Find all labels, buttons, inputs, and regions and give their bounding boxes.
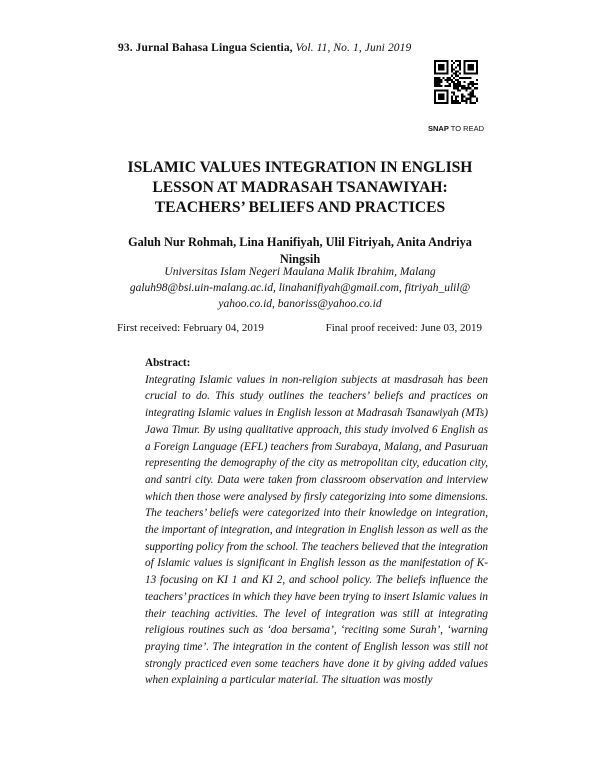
article-title xyxy=(80,158,520,218)
authors-line-2: Ningsih xyxy=(279,252,321,266)
abstract xyxy=(145,355,488,689)
qr-block xyxy=(424,60,488,133)
to-read-word: TO READ xyxy=(450,124,484,133)
affiliation xyxy=(100,264,500,312)
affiliation-line-1: Universitas Islam Negeri Maulana Malik Ibrahim, Malang xyxy=(164,266,436,278)
received-dates xyxy=(117,322,482,334)
journal-volume: Vol. 11, No. 1, Juni 2019 xyxy=(295,42,412,54)
final-proof-date: Final proof received: June 03, 2019 xyxy=(325,322,482,334)
qr-code-icon xyxy=(434,60,478,104)
author-list xyxy=(100,234,500,268)
running-header xyxy=(118,42,411,54)
title-line-1: ISLAMIC VALUES INTEGRATION IN ENGLISH xyxy=(127,159,473,176)
affiliation-line-3: yahoo.co.id, banoriss@yahoo.co.id xyxy=(218,298,382,310)
affiliation-line-2: galuh98@bsi.uin-malang.ac.id, linahanifiyah@gmail.com, fitriyah_ulil@ xyxy=(129,282,471,294)
first-received-date: First received: February 04, 2019 xyxy=(117,322,264,334)
abstract-heading: Abstract: xyxy=(145,357,191,369)
title-line-3: TEACHERS’ BELIEFS AND PRACTICES xyxy=(154,199,446,216)
authors-line-1: Galuh Nur Rohmah, Lina Hanifiyah, Ulil Fitriyah, Anita Andriya xyxy=(128,235,472,249)
journal-name: 93. Jurnal Bahasa Lingua Scientia, xyxy=(118,42,293,54)
snap-to-read-label xyxy=(424,124,488,133)
abstract-body: Integrating Islamic values in non-religion subjects at masdrasah has been crucial to do. This study outlines the teachers’ beliefs and practices on integrating Islamic values in English lesson at Madrasah Tsanawiyah (MTs) Jawa Timur. By using qualitative approach, this study involved 6 English as a Foreign Language (EFL) teachers from Surabaya, Malang, and Pasuruan representing the demography of the city as metropolitan city, education city, and santri city. Data were taken from classroom observation and interview which then those were analysed by firsly categorizing into some dimensions. The teachers’ beliefs were categorized into their knowledge on integration, the important of integration, and integration in English lesson as well as the supporting policy from the school. The teachers believed that the integration of Islamic values is significant in English lesson as the manifestation of K-13 focusing on KI 1 and KI 2, and school policy. The beliefs influence the teachers’ practices in which they have been trying to insert Islamic values in their teaching activities. The level of integration was still at integrating religious routines such as ‘doa bersama’, ‘reciting some Surah’, ‘warning praying time’. The integration in the content of English lesson was still not strongly practiced even some teachers have done it by giving added values when explaining a particular material. The situation was mostly xyxy=(145,373,488,687)
snap-word: SNAP xyxy=(428,124,449,133)
title-line-2: LESSON AT MADRASAH TSANAWIYAH: xyxy=(152,179,448,196)
